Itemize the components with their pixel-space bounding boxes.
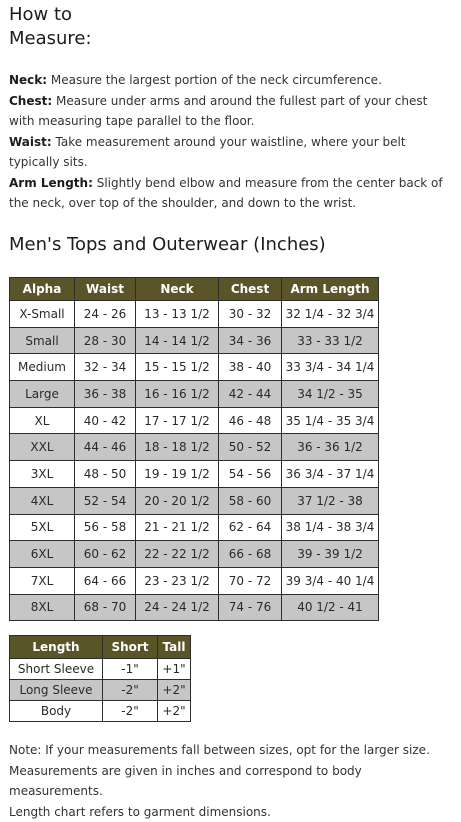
table-cell: 19 - 19 1/2 xyxy=(136,461,219,488)
size-row xyxy=(10,567,379,594)
column-header-length: Length xyxy=(10,636,103,659)
size-chart-body xyxy=(10,301,379,621)
size-row xyxy=(10,301,379,328)
table-cell: 54 - 56 xyxy=(219,461,282,488)
table-cell: 36 - 38 xyxy=(75,381,136,408)
table-cell: 30 - 32 xyxy=(219,301,282,328)
instruction-text: Measure under arms and around the fullest part of your chest with measuring tape parallel to the floor. xyxy=(9,94,427,129)
table-cell: 36 - 36 1/2 xyxy=(282,434,379,461)
table-cell: -2" xyxy=(103,680,158,701)
measurement-instructions xyxy=(9,70,449,214)
table-cell: +2" xyxy=(158,680,191,701)
table-cell: 17 - 17 1/2 xyxy=(136,407,219,434)
instruction-chest xyxy=(9,91,449,132)
instruction-term: Chest: xyxy=(9,94,52,108)
table-cell: XL xyxy=(10,407,75,434)
table-cell: 48 - 50 xyxy=(75,461,136,488)
length-chart-table xyxy=(9,635,191,722)
size-row xyxy=(10,541,379,568)
size-row xyxy=(10,354,379,381)
instruction-text: Take measurement around your waistline, where your belt typically sits. xyxy=(9,135,406,170)
table-cell: 24 - 26 xyxy=(75,301,136,328)
table-cell: 37 1/2 - 38 xyxy=(282,487,379,514)
table-cell: 4XL xyxy=(10,487,75,514)
table-cell: Large xyxy=(10,381,75,408)
heading-line-2: Measure: xyxy=(9,28,92,49)
table-cell: 34 - 36 xyxy=(219,327,282,354)
table-cell: 58 - 60 xyxy=(219,487,282,514)
column-header-waist: Waist xyxy=(75,278,136,301)
table-cell: 6XL xyxy=(10,541,75,568)
table-cell: Short Sleeve xyxy=(10,659,103,680)
table-cell: 20 - 20 1/2 xyxy=(136,487,219,514)
table-cell: 42 - 44 xyxy=(219,381,282,408)
table-cell: 21 - 21 1/2 xyxy=(136,514,219,541)
instruction-term: Arm Length: xyxy=(9,176,93,190)
length-row xyxy=(10,701,191,722)
instruction-term: Neck: xyxy=(9,73,47,87)
table-cell: 8XL xyxy=(10,594,75,621)
table-cell: 50 - 52 xyxy=(219,434,282,461)
table-cell: 3XL xyxy=(10,461,75,488)
table-cell: 74 - 76 xyxy=(219,594,282,621)
table-cell: 40 1/2 - 41 xyxy=(282,594,379,621)
table-cell: -1" xyxy=(103,659,158,680)
size-note xyxy=(9,740,455,822)
table-cell: 5XL xyxy=(10,514,75,541)
length-chart-body xyxy=(10,659,191,722)
instruction-term: Waist: xyxy=(9,135,52,149)
table-cell: 33 3/4 - 34 1/4 xyxy=(282,354,379,381)
table-cell: 40 - 42 xyxy=(75,407,136,434)
table-cell: 33 - 33 1/2 xyxy=(282,327,379,354)
table-cell: 32 1/4 - 32 3/4 xyxy=(282,301,379,328)
table-cell: 24 - 24 1/2 xyxy=(136,594,219,621)
table-cell: 39 3/4 - 40 1/4 xyxy=(282,567,379,594)
instruction-waist xyxy=(9,132,449,173)
size-row xyxy=(10,514,379,541)
heading-line-1: How to xyxy=(9,4,72,25)
table-cell: 64 - 66 xyxy=(75,567,136,594)
size-chart-table xyxy=(9,277,379,621)
size-row xyxy=(10,594,379,621)
table-cell: 18 - 18 1/2 xyxy=(136,434,219,461)
table-cell: 46 - 48 xyxy=(219,407,282,434)
table-cell: 35 1/4 - 35 3/4 xyxy=(282,407,379,434)
table-cell: 38 1/4 - 38 3/4 xyxy=(282,514,379,541)
table-cell: Body xyxy=(10,701,103,722)
table-cell: 32 - 34 xyxy=(75,354,136,381)
size-row xyxy=(10,381,379,408)
table-cell: 22 - 22 1/2 xyxy=(136,541,219,568)
column-header-chest: Chest xyxy=(219,278,282,301)
section-title: Men's Tops and Outerwear (Inches) xyxy=(9,232,326,258)
table-cell: 70 - 72 xyxy=(219,567,282,594)
how-to-measure-heading xyxy=(9,3,92,51)
table-cell: XXL xyxy=(10,434,75,461)
table-cell: 66 - 68 xyxy=(219,541,282,568)
instruction-neck xyxy=(9,70,449,91)
column-header-short: Short xyxy=(103,636,158,659)
table-cell: 52 - 54 xyxy=(75,487,136,514)
table-cell: 44 - 46 xyxy=(75,434,136,461)
length-chart-header-row xyxy=(10,636,191,659)
table-cell: 39 - 39 1/2 xyxy=(282,541,379,568)
size-chart-header-row xyxy=(10,278,379,301)
table-cell: +2" xyxy=(158,701,191,722)
table-cell: 68 - 70 xyxy=(75,594,136,621)
table-cell: 56 - 58 xyxy=(75,514,136,541)
table-cell: Long Sleeve xyxy=(10,680,103,701)
column-header-neck: Neck xyxy=(136,278,219,301)
length-row xyxy=(10,659,191,680)
note-line: Measurements are given in inches and correspond to body measurements. xyxy=(9,761,455,802)
column-header-alpha: Alpha xyxy=(10,278,75,301)
column-header-arm-length: Arm Length xyxy=(282,278,379,301)
instruction-text: Measure the largest portion of the neck circumference. xyxy=(47,73,382,87)
note-line: Length chart refers to garment dimensions. xyxy=(9,802,455,822)
note-line: Note: If your measurements fall between sizes, opt for the larger size. xyxy=(9,740,455,761)
table-cell: X-Small xyxy=(10,301,75,328)
table-cell: 34 1/2 - 35 xyxy=(282,381,379,408)
column-header-tall: Tall xyxy=(158,636,191,659)
table-cell: 36 3/4 - 37 1/4 xyxy=(282,461,379,488)
table-cell: 60 - 62 xyxy=(75,541,136,568)
table-cell: 38 - 40 xyxy=(219,354,282,381)
table-cell: Medium xyxy=(10,354,75,381)
table-cell: +1" xyxy=(158,659,191,680)
size-row xyxy=(10,407,379,434)
table-cell: 15 - 15 1/2 xyxy=(136,354,219,381)
length-row xyxy=(10,680,191,701)
table-cell: Small xyxy=(10,327,75,354)
table-cell: 7XL xyxy=(10,567,75,594)
table-cell: 13 - 13 1/2 xyxy=(136,301,219,328)
instruction-arm-length xyxy=(9,173,449,214)
table-cell: -2" xyxy=(103,701,158,722)
table-cell: 23 - 23 1/2 xyxy=(136,567,219,594)
size-row xyxy=(10,461,379,488)
table-cell: 62 - 64 xyxy=(219,514,282,541)
table-cell: 14 - 14 1/2 xyxy=(136,327,219,354)
size-row xyxy=(10,487,379,514)
size-row xyxy=(10,434,379,461)
table-cell: 28 - 30 xyxy=(75,327,136,354)
size-row xyxy=(10,327,379,354)
instruction-text: Slightly bend elbow and measure from the center back of the neck, over top of the shoulder, and down to the wrist. xyxy=(9,176,443,211)
table-cell: 16 - 16 1/2 xyxy=(136,381,219,408)
